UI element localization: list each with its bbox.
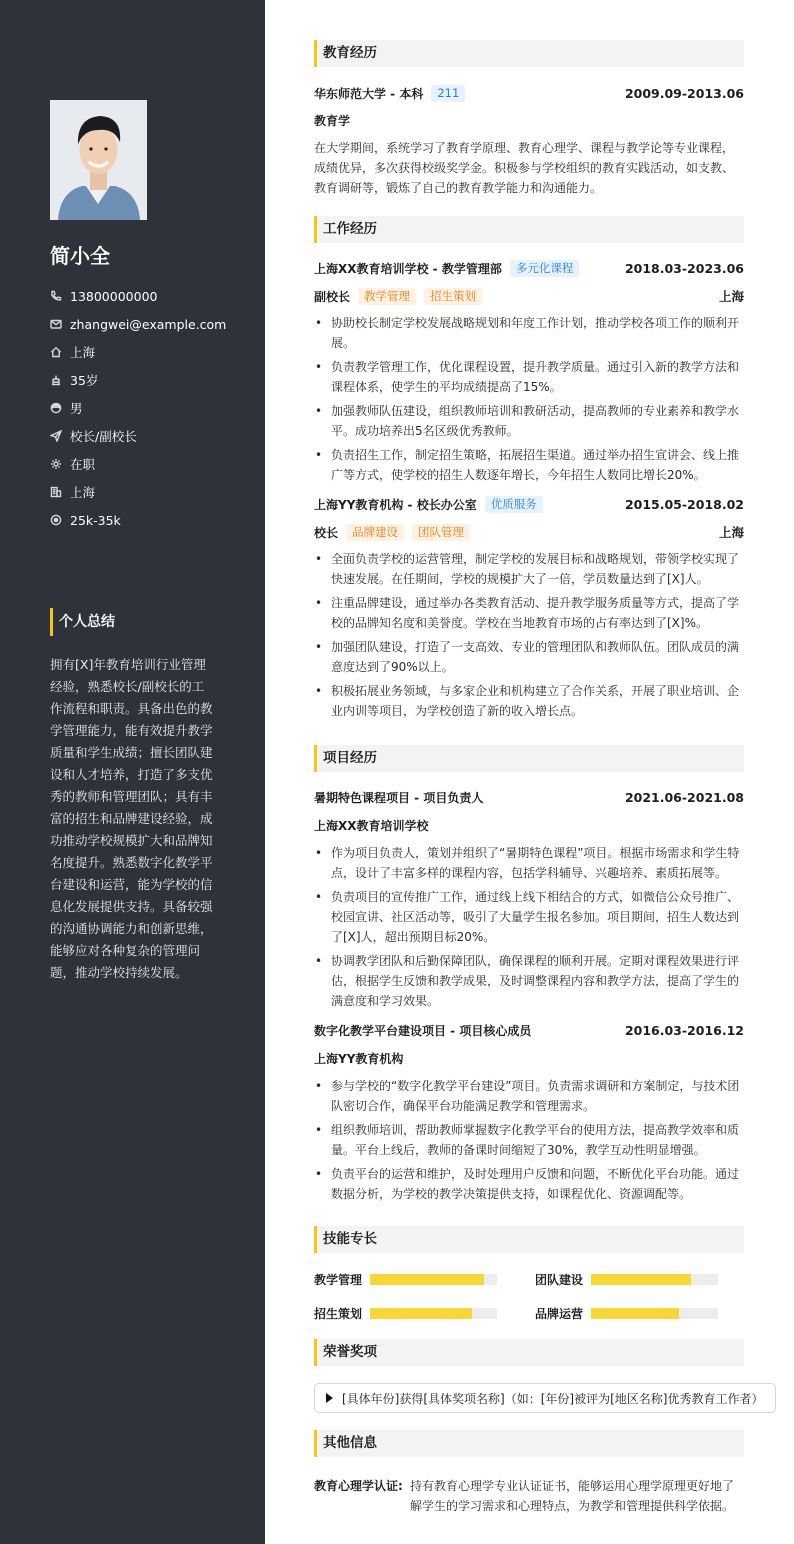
summary-text: 拥有[X]年教育培训行业管理经验，熟悉校长/副校长的工作流程和职责。具备出色的教学管理能力，能有效提升教学质量和学生成绩；擅长团队建设和人才培养，打造了多支优秀的教师和管理团队；具有丰富的招生和品牌建设经验，成功推动学校规模扩大和品牌知名度提升。熟悉数字化教学平台建设和运营，能为学校的信息化发展提供支持。具备较强的沟通协调能力和创新思维，能够应对各种复杂的管理问题，推动学校持续发展。 xyxy=(50,657,213,980)
project-0-header xyxy=(314,789,744,806)
project-0-bullets xyxy=(314,843,744,1011)
skills-grid xyxy=(314,1270,744,1322)
info-location-text: 上海 xyxy=(70,345,96,360)
skill-1-bar xyxy=(591,1274,718,1285)
salary-icon xyxy=(50,514,62,526)
section-title-education: 教育经历 xyxy=(314,40,744,67)
project-1-name: 数字化教学平台建设项目 - 项目核心成员 xyxy=(314,1024,532,1038)
job-0-company-text: 上海XX教育培训学校 - 教学管理部 xyxy=(314,262,502,276)
job-0-header xyxy=(314,260,744,277)
job-1-role xyxy=(314,524,470,541)
info-city xyxy=(50,478,265,506)
section-title-other: 其他信息 xyxy=(314,1430,744,1457)
list-item: • 参与学校的“数字化教学平台建设”项目。负责需求调研和方案制定，与技术团队密切合作，确保平台功能满足教学和管理需求。 xyxy=(314,1076,744,1116)
job-1-company xyxy=(314,496,543,513)
info-city-text: 上海 xyxy=(70,485,96,500)
award-text: [具体年份]获得[具体奖项名称]（如：[年份]被评为[地区名称]优秀教育工作者） xyxy=(342,1391,764,1406)
job-0-role-row xyxy=(314,287,744,305)
list-item: • 负责教学管理工作，优化课程设置，提升教学质量。通过引入新的教学方法和课程体系，使学生的平均成绩提高了15%。 xyxy=(314,357,744,397)
profile-name: 简小全 xyxy=(50,244,110,268)
summary-title: 个人总结 xyxy=(50,608,265,636)
skill-3-bar xyxy=(591,1308,718,1319)
skill-2-bar xyxy=(370,1308,497,1319)
gender-icon xyxy=(50,402,62,414)
list-item: • 协助校长制定学校发展战略规划和年度工作计划，推动学校各项工作的顺利开展。 xyxy=(314,313,744,353)
info-email xyxy=(50,310,265,338)
info-location xyxy=(50,338,265,366)
info-age xyxy=(50,366,265,394)
other-row xyxy=(314,1476,744,1516)
job-0-company xyxy=(314,260,579,277)
project-1-header xyxy=(314,1022,744,1039)
info-position xyxy=(50,422,265,450)
job-0-city: 上海 xyxy=(718,289,744,304)
info-status xyxy=(50,450,265,478)
info-phone-text: 13800000000 xyxy=(70,288,158,304)
home-icon xyxy=(50,346,62,358)
list-item: • 负责项目的宣传推广工作，通过线上线下相结合的方式，如微信公众号推广、校园宣讲、社区活动等，吸引了大量学生报名参加。项目期间，招生人数达到了[X]人，超出预期目标20%。 xyxy=(314,887,744,947)
job-0-role xyxy=(314,288,482,305)
list-item: • 作为项目负责人，策划并组织了“暑期特色课程”项目。根据市场需求和学生特点，设计了丰富多样的课程内容，包括学科辅导、兴趣培养、素质拓展等。 xyxy=(314,843,744,883)
skill-0-fill xyxy=(370,1274,484,1285)
info-age-text: 35岁 xyxy=(70,373,99,388)
project-1-date: 2016.03-2016.12 xyxy=(624,1023,744,1038)
status-icon xyxy=(50,458,62,470)
sidebar xyxy=(0,0,265,1544)
age-icon xyxy=(50,374,62,386)
section-title-work: 工作经历 xyxy=(314,216,744,243)
list-item: • 全面负责学校的运营管理，制定学校的发展目标和战略规划，带领学校实现了快速发展。在任期间，学校的规模扩大了一倍，学员数量达到了[X]人。 xyxy=(314,549,744,589)
job-0-role-text: 副校长 xyxy=(314,289,351,304)
main-content xyxy=(265,0,794,1544)
skill-1-name: 团队建设 xyxy=(535,1272,584,1287)
phone-icon xyxy=(50,290,62,302)
skill-2 xyxy=(314,1304,535,1322)
contact-info-list xyxy=(50,282,265,534)
skill-0-name: 教学管理 xyxy=(314,1272,363,1287)
project-0-org: 上海XX教育培训学校 xyxy=(314,819,429,833)
mail-icon xyxy=(50,318,62,330)
skill-3-name: 品牌运营 xyxy=(535,1306,584,1321)
list-item: • 注重品牌建设，通过举办各类教育活动、提升教学服务质量等方式，提高了学校的品牌知名度和美誉度。学校在当地教育市场的占有率达到了[X]%。 xyxy=(314,593,744,633)
skill-0-bar xyxy=(370,1274,497,1285)
info-gender-text: 男 xyxy=(70,401,83,416)
skill-3 xyxy=(535,1304,744,1322)
job-0-role-tag-1: 招生策划 xyxy=(424,288,482,305)
expand-triangle-icon[interactable] xyxy=(326,1393,333,1403)
list-item: • 负责平台的运营和维护，及时处理用户反馈和问题，不断优化平台功能。通过数据分析，为学校的教学决策提供支持，如课程优化、资源调配等。 xyxy=(314,1164,744,1204)
info-gender xyxy=(50,394,265,422)
education-major: 教育学 xyxy=(314,114,351,128)
education-school xyxy=(314,85,465,102)
other-label: 教育心理学认证: xyxy=(314,1479,403,1493)
list-item: • 组织教师培训，帮助教师掌握数字化教学平台的使用方法，提高教学效率和质量。平台上线后，教师的备课时间缩短了30%，教学互动性明显增强。 xyxy=(314,1120,744,1160)
section-title-skills: 技能专长 xyxy=(314,1226,744,1253)
skill-0 xyxy=(314,1270,535,1288)
project-1-bullets xyxy=(314,1076,744,1204)
job-1-date: 2015.05-2018.02 xyxy=(624,497,744,512)
job-1-header xyxy=(314,496,744,513)
info-salary-text: 25k-35k xyxy=(70,512,121,528)
job-0-tag: 多元化课程 xyxy=(510,260,580,277)
job-1-bullets xyxy=(314,549,744,721)
send-icon xyxy=(50,430,62,442)
job-0-date: 2018.03-2023.06 xyxy=(624,261,744,276)
skill-3-fill xyxy=(591,1308,679,1319)
job-0-bullets xyxy=(314,313,744,485)
skill-1-fill xyxy=(591,1274,691,1285)
info-position-text: 校长/副校长 xyxy=(70,429,137,444)
job-1-company-text: 上海YY教育机构 - 校长办公室 xyxy=(314,498,477,512)
info-status-text: 在职 xyxy=(70,457,96,472)
job-1-city: 上海 xyxy=(718,525,744,540)
list-item: • 负责招生工作，制定招生策略，拓展招生渠道。通过举办招生宣讲会、线上推广等方式，使学校的招生人数逐年增长，今年招生人数同比增长20%。 xyxy=(314,445,744,485)
education-date: 2009.09-2013.06 xyxy=(624,86,744,101)
job-1-role-text: 校长 xyxy=(314,525,339,540)
list-item: • 协调教学团队和后勤保障团队，确保课程的顺利开展。定期对课程效果进行评估，根据学生反馈和教学成果，及时调整课程内容和教学方法，提高了学生的满意度和学习效果。 xyxy=(314,951,744,1011)
list-item: • 加强教师队伍建设，组织教师培训和教研活动，提高教师的专业素养和教学水平。成功培养出5名区级优秀教师。 xyxy=(314,401,744,441)
education-header xyxy=(314,85,744,102)
info-phone xyxy=(50,282,265,310)
info-email-text: zhangwei@example.com xyxy=(70,316,227,332)
job-1-role-tag-0: 品牌建设 xyxy=(346,524,404,541)
avatar xyxy=(50,100,147,220)
skill-2-name: 招生策划 xyxy=(314,1306,363,1321)
section-title-awards: 荣誉奖项 xyxy=(314,1339,744,1366)
education-school-text: 华东师范大学 - 本科 xyxy=(314,87,424,101)
avatar-photo-icon xyxy=(50,100,147,220)
project-0-date: 2021.06-2021.08 xyxy=(624,790,744,805)
education-desc: 在大学期间，系统学习了教育学原理、教育心理学、课程与教学论等专业课程，成绩优异，多次获得校级奖学金。积极参与学校组织的教育实践活动，如支教、教育调研等，锻炼了自己的教育教学能力和沟通能力。 xyxy=(314,141,735,195)
project-1-org: 上海YY教育机构 xyxy=(314,1052,404,1066)
job-1-role-tag-1: 团队管理 xyxy=(412,524,470,541)
education-tag: 211 xyxy=(431,85,465,102)
list-item: • 积极拓展业务领域，与多家企业和机构建立了合作关系，开展了职业培训、企业内训等项目，为学校创造了新的收入增长点。 xyxy=(314,681,744,721)
section-title-projects: 项目经历 xyxy=(314,745,744,772)
award-item[interactable] xyxy=(314,1383,776,1413)
project-0-name: 暑期特色课程项目 - 项目负责人 xyxy=(314,791,484,805)
building-icon xyxy=(50,486,62,498)
info-salary xyxy=(50,506,265,534)
job-1-tag: 优质服务 xyxy=(485,496,543,513)
job-0-role-tag-0: 教学管理 xyxy=(358,288,416,305)
skill-1 xyxy=(535,1270,744,1288)
skill-2-fill xyxy=(370,1308,472,1319)
list-item: • 加强团队建设，打造了一支高效、专业的管理团队和教师队伍。团队成员的满意度达到了90%以上。 xyxy=(314,637,744,677)
other-value: 持有教育心理学专业认证证书，能够运用心理学原理更好地了解学生的学习需求和心理特点，为教学和管理提供科学依据。 xyxy=(410,1479,735,1513)
job-1-role-row xyxy=(314,523,744,541)
